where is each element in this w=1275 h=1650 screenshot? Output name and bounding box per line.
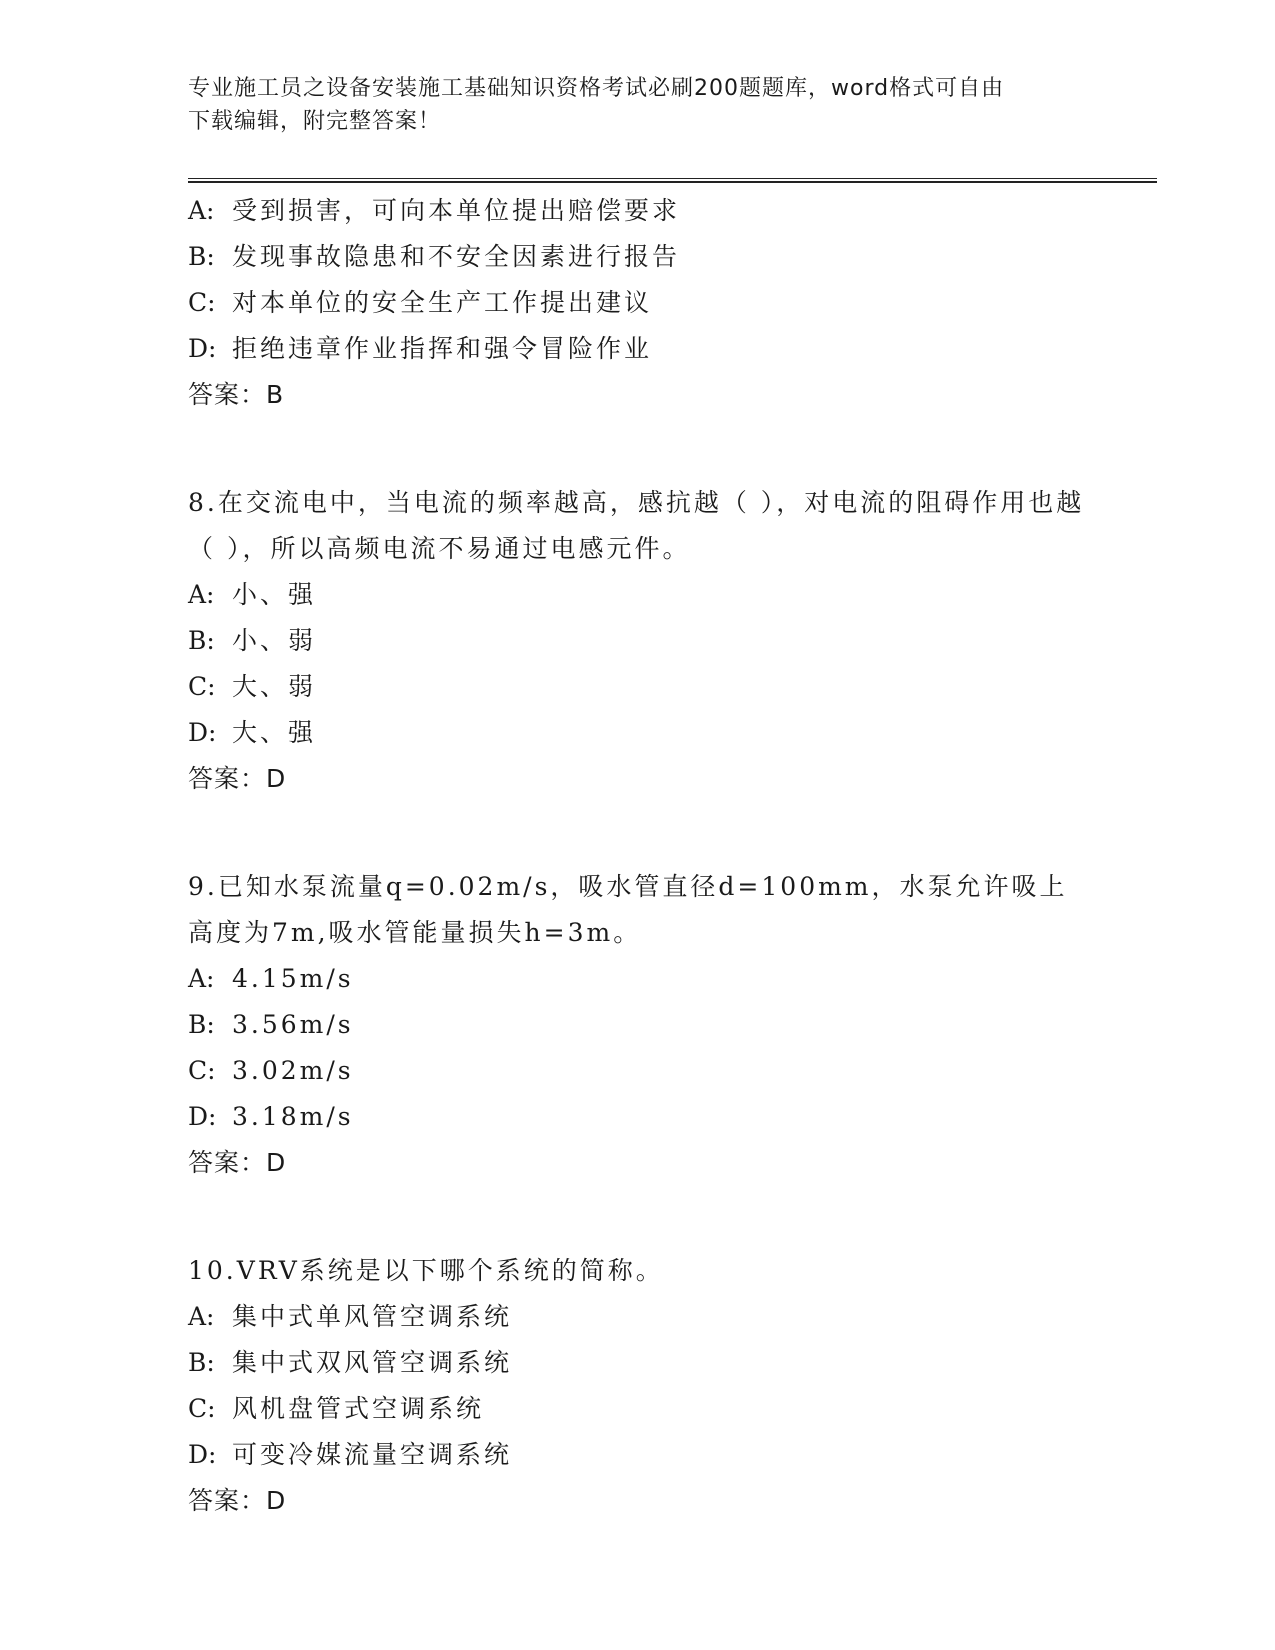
option-b: B: 小、弱 — [188, 626, 317, 655]
option-d: D: 可变冷媒流量空调系统 — [188, 1440, 513, 1469]
option-a: A: 4.15m/s — [188, 964, 354, 993]
option-a: A: 小、强 — [188, 580, 317, 609]
answer: 答案：D — [188, 764, 287, 793]
header-line-2: 下载编辑，附完整答案！ — [188, 109, 442, 134]
answer: 答案：D — [188, 1486, 287, 1515]
header-divider — [188, 178, 1157, 183]
option-b: B: 3.56m/s — [188, 1010, 354, 1039]
option-c: C: 对本单位的安全生产工作提出建议 — [188, 288, 653, 317]
header-line-1: 专业施工员之设备安装施工基础知识资格考试必刷200题题库，word格式可自由 — [188, 76, 1005, 101]
question-text: 8.在交流电中，当电流的频率越高，感抗越（ ），对电流的阻碍作用也越（ ），所以高频电流不易通过电感元件。 — [188, 488, 1085, 563]
question-text: 10.VRV系统是以下哪个系统的简称。 — [188, 1256, 664, 1285]
question-list — [188, 188, 1088, 1524]
question-8 — [188, 480, 1088, 802]
document-header — [188, 72, 1088, 138]
option-d: D: 3.18m/s — [188, 1102, 354, 1131]
answer: 答案：D — [188, 1148, 287, 1177]
option-a: A: 集中式单风管空调系统 — [188, 1302, 513, 1331]
option-d: D: 大、强 — [188, 718, 317, 747]
option-b: B: 发现事故隐患和不安全因素进行报告 — [188, 242, 681, 271]
option-c: C: 风机盘管式空调系统 — [188, 1394, 485, 1423]
option-c: C: 大、弱 — [188, 672, 317, 701]
option-c: C: 3.02m/s — [188, 1056, 354, 1085]
answer: 答案：B — [188, 380, 285, 409]
question-7 — [188, 188, 1088, 418]
option-d: D: 拒绝违章作业指挥和强令冒险作业 — [188, 334, 653, 363]
question-9 — [188, 864, 1088, 1186]
option-a: A: 受到损害，可向本单位提出赔偿要求 — [188, 196, 681, 225]
question-10 — [188, 1248, 1088, 1524]
option-b: B: 集中式双风管空调系统 — [188, 1348, 513, 1377]
question-text: 9.已知水泵流量q=0.02m/s，吸水管直径d=100mm，水泵允许吸上高度为7m,吸水管能量损失h=3m。 — [188, 872, 1068, 947]
